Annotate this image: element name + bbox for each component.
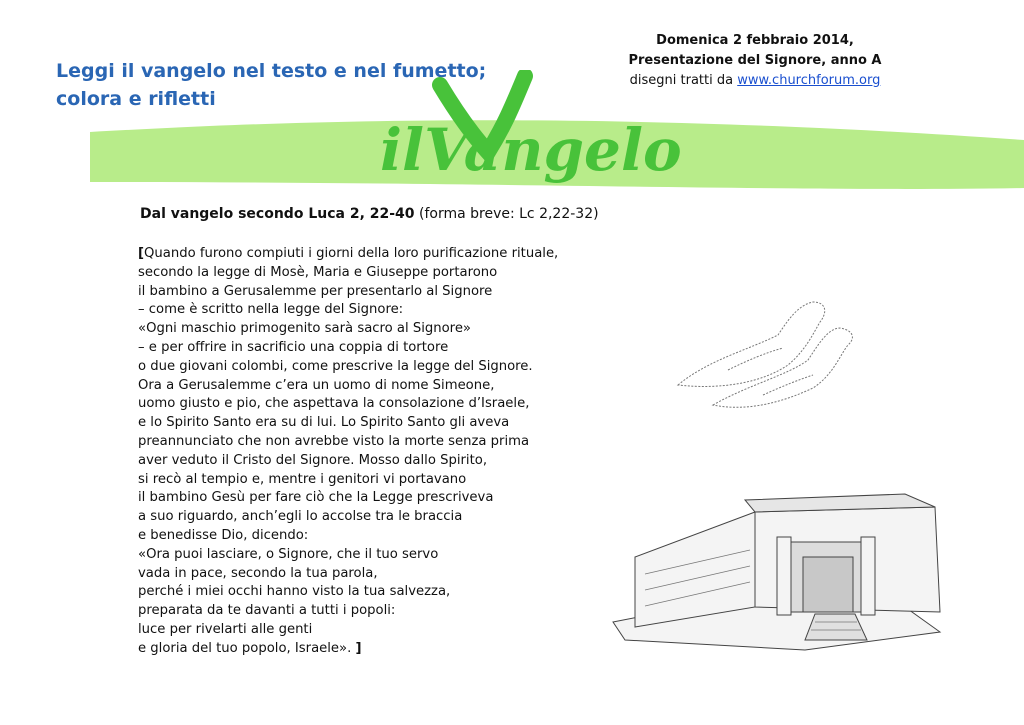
passage-line: [138, 433, 608, 452]
feast-line: Presentazione del Signore, anno A: [628, 53, 882, 68]
passage-text: o due giovani colombi, come prescrive la legge del Signore.: [138, 358, 533, 374]
passage-line: [138, 320, 608, 339]
passage-line: [138, 264, 608, 283]
gospel-passage: [138, 245, 608, 659]
temple-illustration: [605, 482, 947, 657]
passage-line: [138, 583, 608, 602]
passage-line: [138, 640, 608, 659]
passage-text: Quando furono compiuti i giorni della loro purificazione rituale,: [144, 246, 559, 261]
close-bracket: ]: [355, 640, 362, 656]
doves-illustration: [668, 290, 863, 420]
passage-text: perché i miei occhi hanno visto la tua salvezza,: [138, 584, 451, 600]
passage-text: – come è scritto nella legge del Signore:: [138, 302, 404, 318]
passage-text: «Ora puoi lasciare, o Signore, che il tuo servo: [138, 546, 439, 562]
passage-line: [138, 471, 608, 490]
passage-line: [138, 245, 608, 264]
passage-text: e gloria del tuo popolo, Israele».: [138, 640, 356, 656]
passage-line: [138, 621, 608, 640]
open-bracket: [: [138, 246, 145, 261]
passage-line: [138, 339, 608, 358]
title-line-1: Leggi il vangelo nel testo e nel fumetto;: [56, 60, 487, 82]
passage-text: luce per rivelarti alle genti: [138, 621, 313, 637]
passage-text: secondo la legge di Mosè, Maria e Giuseppe portarono: [138, 264, 498, 280]
passage-line: [138, 301, 608, 320]
passage-text: Ora a Gerusalemme c’era un uomo di nome Simeone,: [138, 377, 495, 393]
passage-text: «Ogni maschio primogenito sarà sacro al Signore»: [138, 321, 471, 337]
passage-text: vada in pace, secondo la tua parola,: [138, 565, 378, 581]
passage-line: [138, 546, 608, 565]
passage-text: a suo riguardo, anch’egli lo accolse tra le braccia: [138, 509, 463, 525]
passage-text: uomo giusto e pio, che aspettava la consolazione d’Israele,: [138, 396, 530, 412]
title-line-2: colora e rifletti: [56, 88, 216, 110]
passage-text: preparata da te davanti a tutti i popoli:: [138, 603, 396, 619]
passage-line: [138, 452, 608, 471]
passage-line: [138, 489, 608, 508]
passage-text: e lo Spirito Santo era su di lui. Lo Spirito Santo gli aveva: [138, 415, 510, 431]
passage-text: preannunciato che non avrebbe visto la morte senza prima: [138, 433, 530, 449]
passage-line: [138, 527, 608, 546]
passage-line: [138, 602, 608, 621]
passage-text: si recò al tempio e, mentre i genitori vi portavano: [138, 471, 467, 487]
passage-text: il bambino a Gerusalemme per presentarlo al Signore: [138, 283, 493, 299]
passage-text: il bambino Gesù per fare ciò che la Legge prescriveva: [138, 490, 494, 506]
reading-source: [140, 206, 599, 222]
date-line: Domenica 2 febbraio 2014,: [656, 33, 854, 48]
reading-short-form: (forma breve: Lc 2,22-32): [418, 206, 599, 222]
passage-text: e benedisse Dio, dicendo:: [138, 527, 309, 543]
passage-line: [138, 358, 608, 377]
passage-line: [138, 395, 608, 414]
credit-prefix: disegni tratti da: [629, 73, 738, 88]
logo-banner: [0, 70, 1024, 200]
passage-line: [138, 508, 608, 527]
churchforum-link[interactable]: www.churchforum.org: [737, 73, 881, 88]
reading-source-title: Dal vangelo secondo Luca 2, 22-40: [140, 206, 415, 222]
passage-line: [138, 414, 608, 433]
logo-text: ilVangelo: [380, 116, 682, 184]
passage-text: aver veduto il Cristo del Signore. Mosso dallo Spirito,: [138, 452, 488, 468]
passage-line: [138, 377, 608, 396]
passage-line: [138, 565, 608, 584]
passage-line: [138, 283, 608, 302]
passage-text: – e per offrire in sacrificio una coppia di tortore: [138, 339, 449, 355]
